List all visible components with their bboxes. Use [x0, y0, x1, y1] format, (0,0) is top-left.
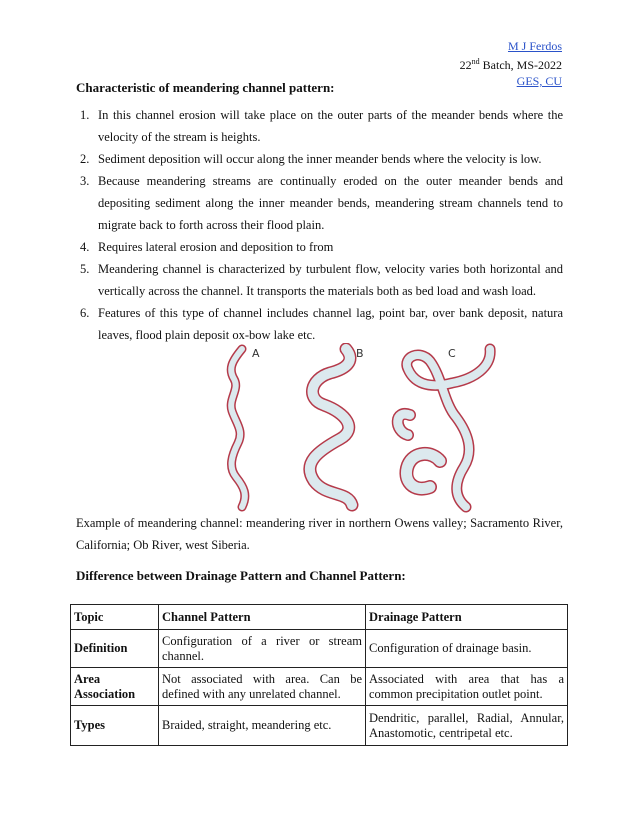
- table-cell: Associated with area that has a common precipitation outlet point.: [366, 668, 568, 706]
- table-cell: Area Association: [71, 668, 159, 706]
- list-item: 1. In this channel erosion will take place on the outer parts of the meander bends where the velocity of the stream is heights.: [80, 108, 563, 144]
- table-header-row: [71, 605, 568, 630]
- list-item: 4. Requires lateral erosion and deposition to from: [80, 240, 334, 254]
- comparison-table: [70, 604, 568, 746]
- channel-label-c: C: [448, 347, 456, 360]
- department-link[interactable]: GES, CU: [516, 74, 562, 88]
- table-cell: Types: [71, 706, 159, 746]
- list-item: 5. Meandering channel is characterized by turbulent flow, velocity varies both horizontal and vertically across the channel. It transports the materials both as bed load and wash load.: [80, 262, 563, 298]
- example-paragraph: Example of meandering channel: meandering river in northern Owens valley; Sacramento River, California; Ob River, west Siberia.: [76, 516, 563, 552]
- table-header-cell: Drainage Pattern: [366, 605, 568, 630]
- meander-figure: [218, 343, 504, 513]
- list-item: 2. Sediment deposition will occur along the inner meander bends where the velocity is low.: [80, 152, 542, 166]
- section-title-difference: Difference between Drainage Pattern and Channel Pattern:: [76, 568, 406, 583]
- channel-b: [310, 349, 352, 505]
- channel-label-a: A: [252, 347, 260, 360]
- table-cell: Definition: [71, 630, 159, 668]
- batch-line: 22nd Batch, MS-2022: [459, 57, 562, 72]
- author-link[interactable]: M J Ferdos: [507, 39, 562, 53]
- channel-c: [398, 349, 490, 507]
- table-row: [71, 668, 568, 706]
- table-row: [71, 706, 568, 746]
- table-cell: Braided, straight, meandering etc.: [159, 706, 366, 746]
- channel-a: [231, 349, 245, 507]
- characteristics-list: [76, 104, 563, 346]
- table-cell: Not associated with area. Can be defined with any unrelated channel.: [159, 668, 366, 706]
- table-row: [71, 630, 568, 668]
- table-cell: Configuration of drainage basin.: [366, 630, 568, 668]
- list-item: 6. Features of this type of channel includes channel lag, point bar, over bank deposit, natura leaves, flood plain deposit ox-bow lake etc.: [80, 306, 563, 342]
- table-cell: Dendritic, parallel, Radial, Annular, Anastomotic, centripetal etc.: [366, 706, 568, 746]
- table-cell: Configuration of a river or stream channel.: [159, 630, 366, 668]
- table-header-cell: Channel Pattern: [159, 605, 366, 630]
- section-title-characteristics: Characteristic of meandering channel pattern:: [76, 80, 335, 95]
- channel-label-b: B: [356, 347, 364, 360]
- page-header: [460, 38, 562, 89]
- list-item: 3. Because meandering streams are continually eroded on the outer meander bends and depositing sediment along the inner meander bends, meandering stream channels tend to migrate back to forth across their flood plain.: [80, 174, 563, 232]
- table-header-cell: Topic: [71, 605, 159, 630]
